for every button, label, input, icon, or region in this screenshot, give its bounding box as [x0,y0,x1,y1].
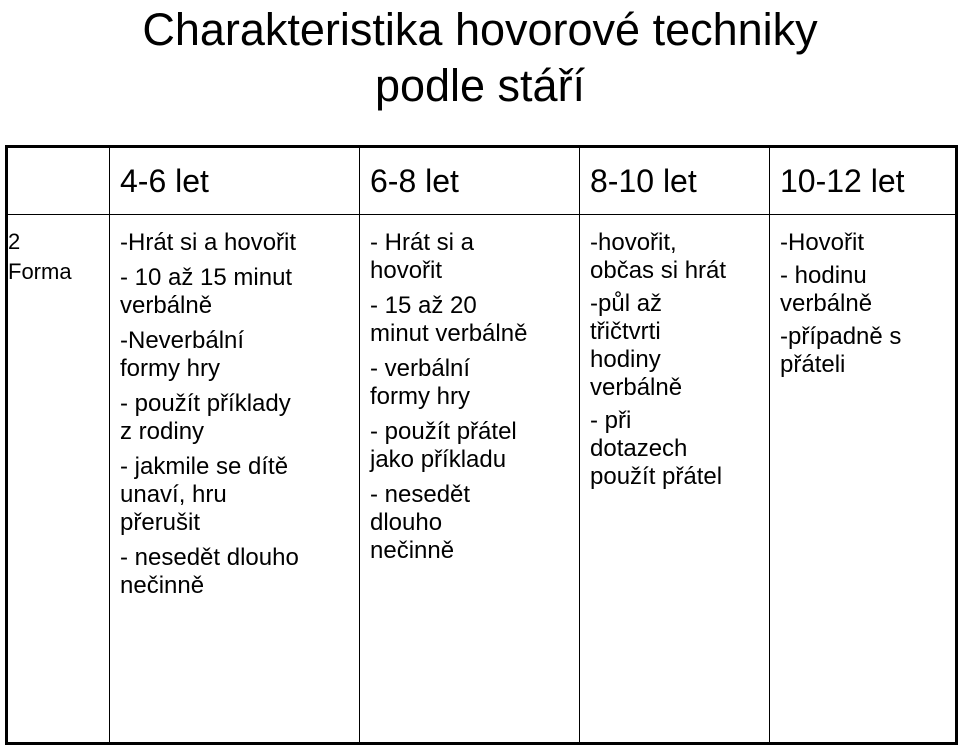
list-item: -Neverbální formy hry [120,327,245,382]
list-item: - použít přátel jako příkladu [370,418,517,473]
list-item: - verbální formy hry [370,355,471,410]
list-item: -půl až třičtvrti hodiny verbálně [590,290,683,401]
column-header-6-8: 6-8 let [360,147,580,215]
table-header-row [7,147,957,215]
column-header-4-6: 4-6 let [110,147,360,215]
list-item: - 10 až 15 minut verbálně [120,264,293,319]
list-item: - hodinu verbálně [780,262,873,317]
row-label-number: 2 [8,229,21,254]
row-label-cell [7,215,110,744]
cell-10-12-list [770,229,955,379]
list-item: -Hrát si a hovořit [120,229,297,256]
cell-10-12 [770,215,957,744]
list-item: -případně s přáteli [780,323,902,378]
list-item: - Hrát si a hovořit [370,229,475,284]
age-characteristics-table [5,145,958,745]
column-header-10-12: 10-12 let [770,147,957,215]
list-item: - nesedět dlouho nečinně [120,544,299,599]
slide-title [0,2,960,114]
table-row-forma [7,215,957,744]
cell-4-6 [110,215,360,744]
list-item: - při dotazech použít přátel [590,407,723,490]
table-corner-cell [7,147,110,215]
slide-title-line-1: Charakteristika hovorové techniky [142,4,818,55]
list-item: - 15 až 20 minut verbálně [370,292,528,347]
cell-8-10 [580,215,770,744]
column-header-8-10: 8-10 let [580,147,770,215]
list-item: -hovořit, občas si hrát [590,229,727,284]
cell-6-8-list [360,229,579,565]
list-item: - jakmile se dítě unaví, hru přerušit [120,453,289,536]
list-item: - nesedět dlouho nečinně [370,481,471,564]
list-item: - použít příklady z rodiny [120,390,291,445]
cell-8-10-list [580,229,769,491]
cell-4-6-list [110,229,359,600]
list-item: -Hovořit [780,229,865,256]
slide-title-line-2: podle stáří [374,60,586,111]
cell-6-8 [360,215,580,744]
row-label-word: Forma [8,259,72,284]
